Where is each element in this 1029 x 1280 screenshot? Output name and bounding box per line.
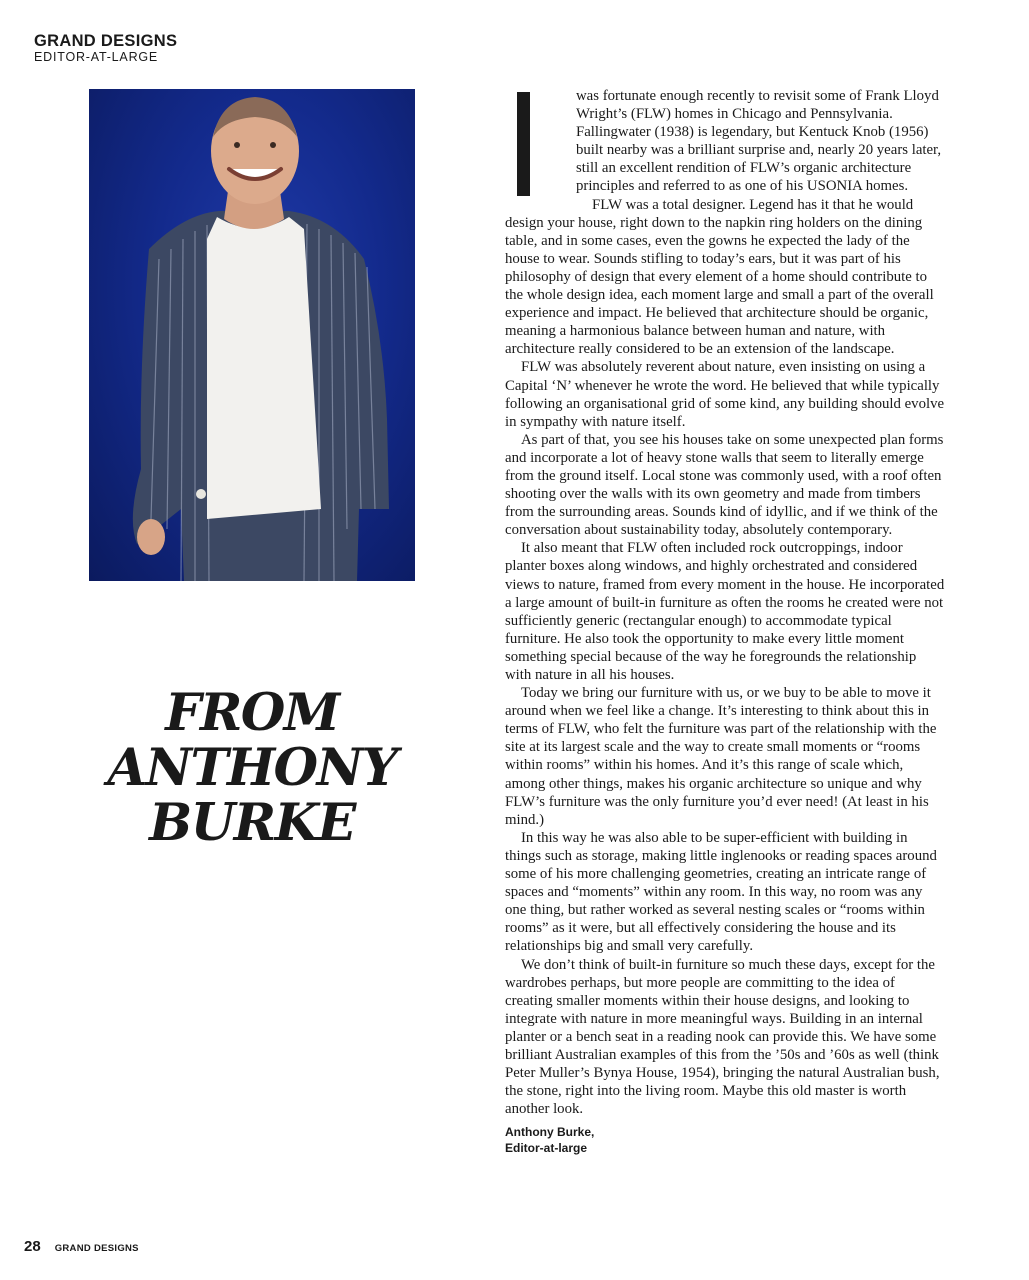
paragraph: FLW was a total designer. Legend has it that he would design your house, right down to the napkin ring holders on the dining table, and in some cases, even the gowns he expected the lady of the house to wear. Sounds stifling to today’s ears, but it was part of his philosophy of design that every element of a home should contribute to the whole design idea, each moment large and small a part of the overall experience and impact. He believed that architecture should be organic, meaning a harmonious balance between human and nature, with architecture really considered to be an extension of the landscape.: [505, 196, 934, 358]
drop-cap-i: [517, 92, 530, 196]
headline-line: FROM: [165, 683, 339, 744]
masthead: [34, 32, 177, 65]
author-signoff: [505, 1124, 945, 1156]
signoff-role: Editor-at-large: [505, 1141, 588, 1156]
publication-title: GRAND DESIGNS: [34, 32, 178, 50]
headline-line: ANTHONY: [107, 738, 397, 799]
author-portrait-photo: [89, 89, 415, 581]
signoff-name: Anthony Burke,: [505, 1125, 595, 1140]
paragraph: Today we bring our furniture with us, or we buy to be able to move it around when we feel like a change. It’s interesting to think about this in terms of FLW, who felt the furniture was part of the relationship with the site at its largest scale and the way to create small moments or “rooms within rooms” within his homes. And it’s this range of scale which, among other things, makes his organic architecture so unique and why FLW’s furniture was the only furniture you’d ever need! (At least in his mind.): [505, 685, 937, 828]
paragraph: As part of that, you see his houses take on some unexpected plan forms and incorporate a lot of heavy stone walls that seem to literally emerge from the ground itself. Local stone was commonly used, with a roof often shooting over the walls with its own geometry and made from timbers from the surrounding areas. Sounds kind of idyllic, and if we think of the conversation about sustainability today, absolutely contemporary.: [505, 431, 944, 539]
section-label: EDITOR-AT-LARGE: [34, 50, 159, 64]
paragraph: In this way he was also able to be super-efficient with building in things such as storage, making little inglenooks or reading spaces around some of his more challenging geometries, creating an intricate range of spaces and “moments” within any room. In this way, no room was any one thing, but rather worked as several nesting scales or “rooms within rooms” as it were, but all effectively considering the house and its relationships big and small very carefully.: [505, 829, 937, 955]
article-body: [505, 87, 945, 1156]
paragraph: We don’t think of built-in furniture so much these days, except for the wardrobes perhaps, but more people are committing to the idea of creating smaller moments within their house designs, and looking to integrate with nature in more meaningful ways. Building in an internal planter or a bench seat in a reading nook can provide this. We have some brilliant Australian examples of this from the ’50s and ’60s as well (think Peter Muller’s Bynya House, 1954), bringing the natural Australian bush, the stone, right into the living room. Maybe this old master is worth another look.: [505, 956, 940, 1118]
portrait-illustration: [89, 89, 415, 581]
paragraph: It also meant that FLW often included rock outcroppings, indoor planter boxes along windows, and highly orchestrated and considered views to nature, framed from every moment in the house. He incorporated a large amount of built-in furniture as often the rooms he created were not sufficiently generic (rectangular enough) to accommodate typical furniture. He also took the opportunity to make every little moment something special because of the way he foregrounds the relationship with nature in all his houses.: [505, 540, 945, 683]
paragraph: FLW was absolutely reverent about nature, even insisting on using a Capital ‘N’ whenever he wrote the word. He believed that while typically following an organisational grid of some kind, any building should evolve in sympathy with nature itself.: [505, 359, 945, 430]
paragraph: was fortunate enough recently to revisit some of Frank Lloyd Wright’s (FLW) homes in Chicago and Pennsylvania. Fallingwater (1938) is legendary, but Kentuck Knob (1956) built nearby was a brilliant surprise and, nearly 20 years later, still an excellent rendition of FLW’s organic architecture principles and referred to as one of his USONIA homes.: [576, 88, 942, 195]
page-footer: [24, 1238, 139, 1255]
headline-line: BURKE: [149, 793, 355, 854]
footer-publication: GRAND DESIGNS: [54, 1243, 139, 1254]
article-headline: [89, 683, 415, 854]
page-number: 28: [24, 1238, 41, 1255]
